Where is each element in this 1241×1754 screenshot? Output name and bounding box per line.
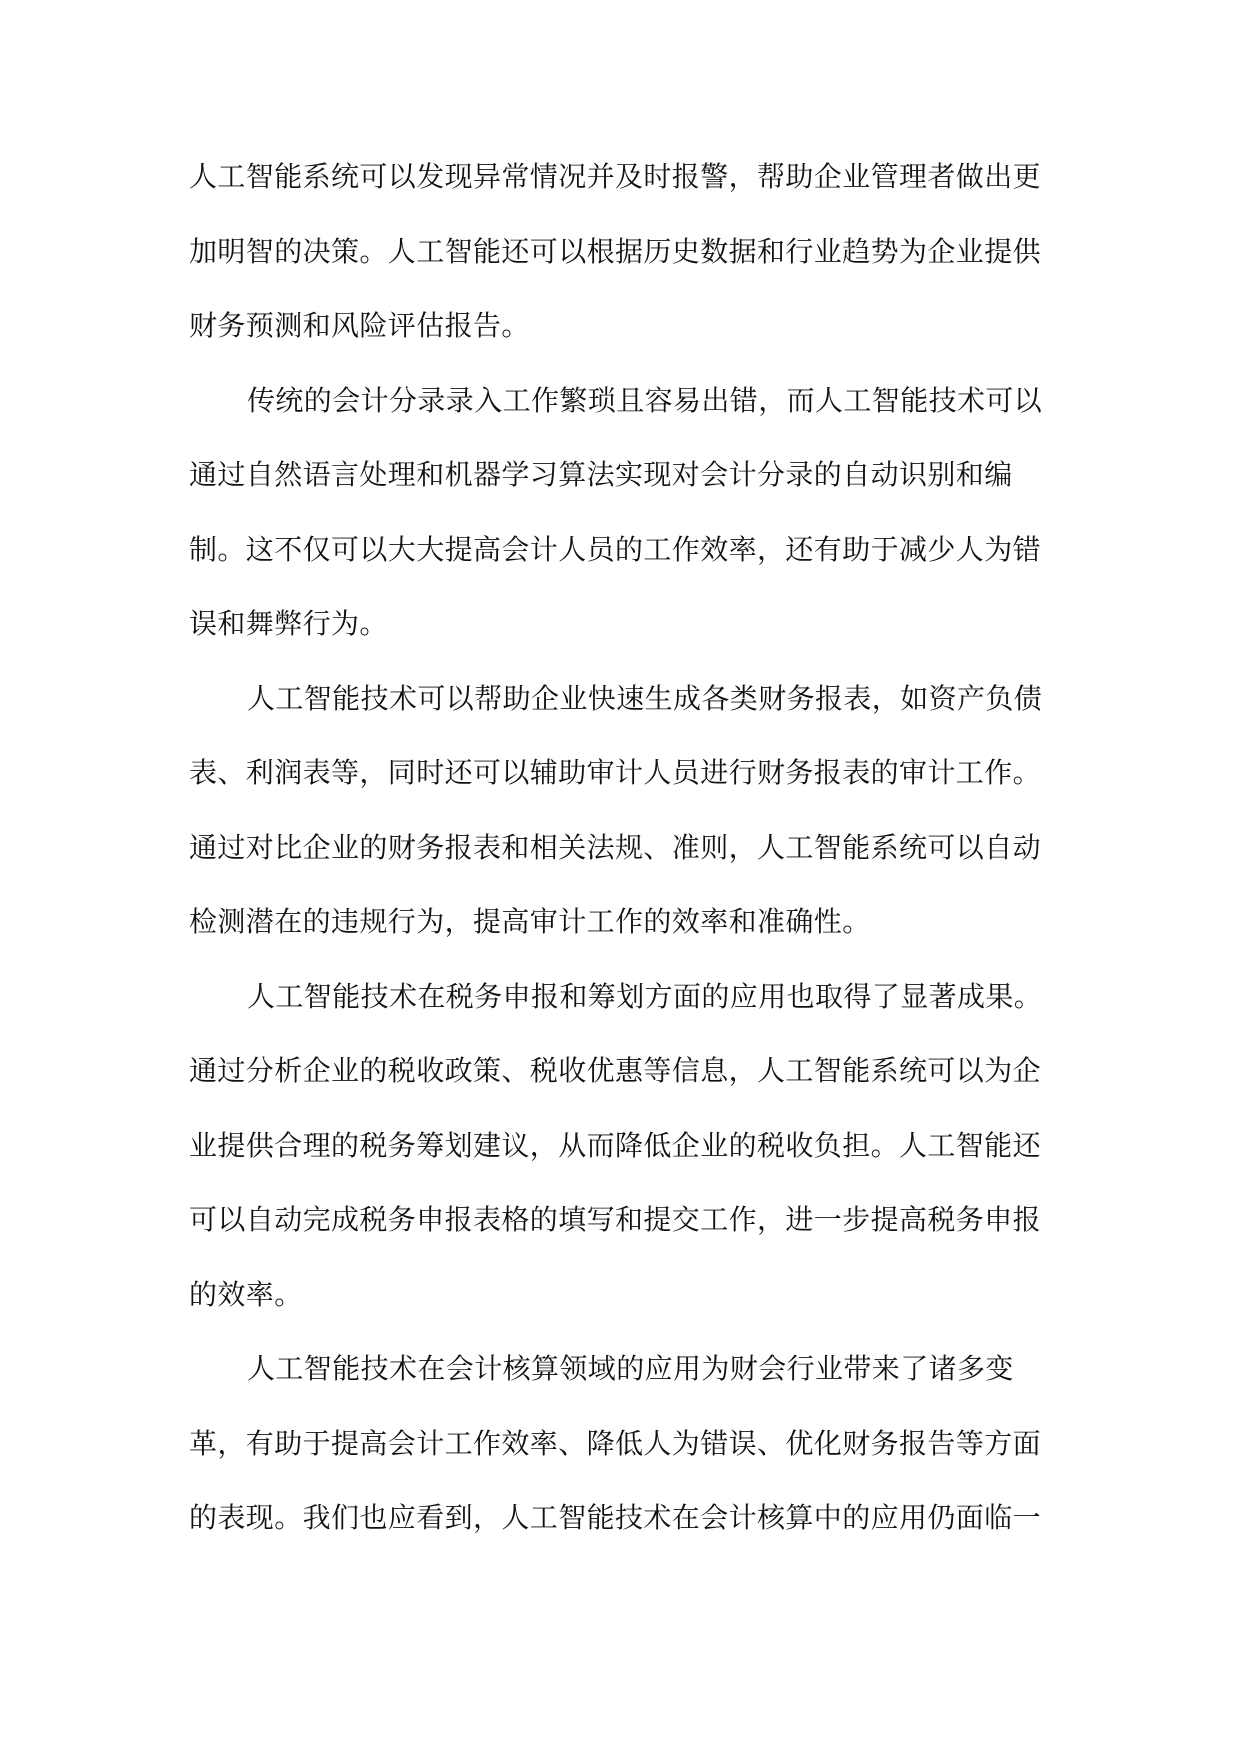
text-line: 可以自动完成税务申报表格的填写和提交工作，进一步提高税务申报 xyxy=(189,1203,1042,1236)
text-line: 通过分析企业的税收政策、税收优惠等信息，人工智能系统可以为企 xyxy=(189,1054,1042,1087)
document-body xyxy=(189,140,1059,1556)
paragraph-first-line: 人工智能技术可以帮助企业快速生成各类财务报表，如资产负债 xyxy=(247,681,1043,715)
text-line: 表、利润表等，同时还可以辅助审计人员进行财务报表的审计工作。 xyxy=(189,756,1042,789)
text-line: 财务预测和风险评估报告。 xyxy=(189,309,530,342)
text-line: 制。这不仅可以大大提高会计人员的工作效率，还有助于减少人为错 xyxy=(189,532,1042,566)
text-line: 通过自然语言处理和机器学习算法实现对会计分录的自动识别和编 xyxy=(189,458,1013,491)
paragraph-first-line: 人工智能技术在会计核算领域的应用为财会行业带来了诸多变 xyxy=(247,1352,1014,1385)
paragraph-first-line: 传统的会计分录录入工作繁琐且容易出错，而人工智能技术可以 xyxy=(247,383,1043,417)
text-line: 人工智能系统可以发现异常情况并及时报警，帮助企业管理者做出更 xyxy=(189,160,1042,193)
text-line: 误和舞弊行为。 xyxy=(189,607,388,640)
text-line: 业提供合理的税务筹划建议，从而降低企业的税收负担。人工智能还 xyxy=(189,1128,1042,1162)
text-line: 加明智的决策。人工智能还可以根据历史数据和行业趋势为企业提供 xyxy=(189,234,1042,268)
text-line: 革，有助于提高会计工作效率、降低人为错误、优化财务报告等方面 xyxy=(189,1426,1042,1460)
text-line: 通过对比企业的财务报表和相关法规、准则，人工智能系统可以自动 xyxy=(189,830,1042,864)
text-line: 检测潜在的违规行为，提高审计工作的效率和准确性。 xyxy=(189,905,871,938)
paragraph-first-line: 人工智能技术在税务申报和筹划方面的应用也取得了显著成果。 xyxy=(247,979,1043,1013)
text-line: 的效率。 xyxy=(189,1277,303,1311)
text-line: 的表现。我们也应看到，人工智能技术在会计核算中的应用仍面临一 xyxy=(189,1501,1042,1534)
